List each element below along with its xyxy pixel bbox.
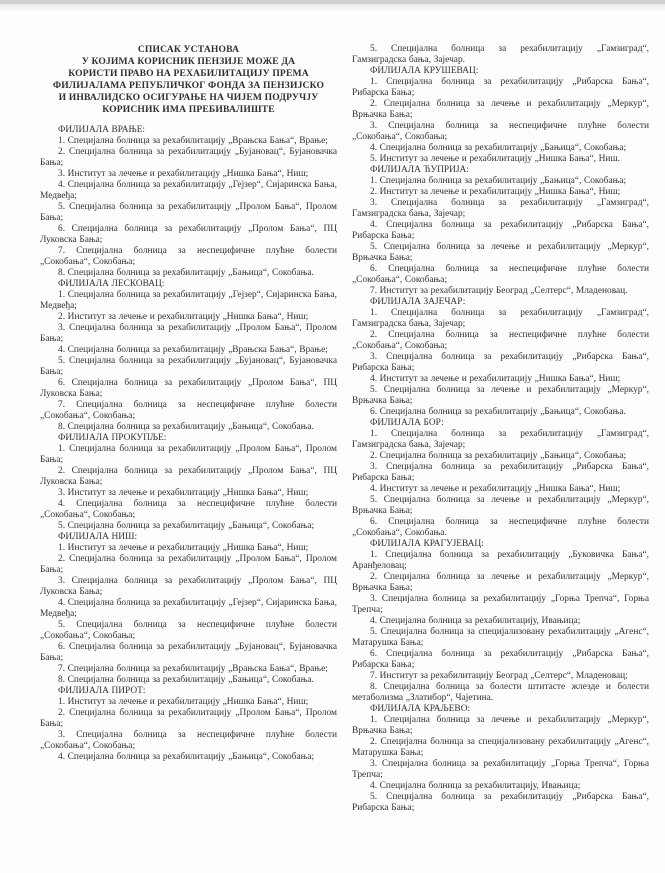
institution-item: 8. Специјална болница за рехабилитацију „Бањица“, Сокобања. bbox=[58, 675, 314, 685]
institution-item: 5. Институт за лечење и рехабилитацију „Нишка Бања“, Ниш. bbox=[370, 154, 621, 164]
filijala-heading: ФИЛИЈАЛА КРУШЕВАЦ: bbox=[370, 66, 479, 76]
institution-item: 6. Специјална болница за рехабилитацију „Рибарска Бања“, Рибарска Бања; bbox=[352, 649, 649, 670]
institution-item: 1. Специјална болница за лечење и рехабилитацију „Меркур“, Врњачка Бања; bbox=[352, 715, 649, 736]
institution-item: 5. Специјална болница за лечење и рехабилитацију „Меркур“, Врњачка Бања; bbox=[352, 385, 649, 406]
institution-item: 4. Специјална болница за рехабилитацију „Бањица“, Сокобања; bbox=[370, 143, 627, 153]
institution-item: 1. Институт за лечење и рехабилитацију „Нишка Бања“, Ниш; bbox=[58, 543, 309, 553]
institution-item: 5. Специјална болница за рехабилитацију „Рибарска Бања“, Рибарска Бања; bbox=[352, 792, 649, 813]
right-column bbox=[352, 44, 649, 814]
document-title bbox=[40, 44, 337, 116]
institution-item: 3. Специјална болница за неспецифичне плућне болести „Сокобања“, Сокобања; bbox=[352, 121, 649, 142]
filijala-heading: ФИЛИЈАЛА ВРАЊЕ: bbox=[58, 125, 146, 135]
institution-item: 5. Специјална болница за рехабилитацију „Гамзиград“, Гамзиградска бања, Зајечар. bbox=[352, 44, 649, 65]
institution-item: 4. Институт за лечење и рехабилитацију „Нишка Бања“, Ниш; bbox=[370, 484, 621, 494]
left-column-sections bbox=[40, 125, 337, 763]
institution-item: 4. Институт за лечење и рехабилитацију „Нишка Бања“, Ниш; bbox=[370, 374, 621, 384]
institution-item: 1. Специјална болница за рехабилитацију „Пролом Бања“, Пролом Бања; bbox=[40, 444, 337, 465]
institution-item: 1. Специјална болница за рехабилитацију „Гамзиград“, Гамзиградска бања, Зајечар; bbox=[352, 429, 649, 450]
filijala-heading: ФИЛИЈАЛА БОР: bbox=[370, 418, 444, 428]
institution-item: 1. Институт за лечење и рехабилитацију „Нишка Бања“, Ниш; bbox=[58, 697, 309, 707]
institution-item: 3. Специјална болница за рехабилитацију „Пролом Бања“, ПЦ Луковска Бања; bbox=[40, 576, 337, 597]
institution-item: 4. Специјална болница за рехабилитацију „Рибарска Бања“, Рибарска Бања; bbox=[352, 220, 649, 241]
institution-item: 6. Специјална болница за рехабилитацију „Пролом Бања“, ПЦ Луковска Бања; bbox=[40, 224, 337, 245]
institution-item: 2. Институт за лечење и рехабилитацију „Нишка Бања“, Ниш; bbox=[58, 312, 309, 322]
institution-item: 4. Специјална болница за рехабилитацију „Гејзер“, Сијаринска Бања, Медвеђа; bbox=[40, 180, 337, 201]
institution-item: 2. Специјална болница за рехабилитацију „Пролом Бања“, Пролом Бања; bbox=[40, 554, 337, 575]
institution-item: 4. Специјална болница за рехабилитацију „Гејзер“, Сијаринска Бања, Медвеђа; bbox=[40, 598, 337, 619]
institution-item: 6. Специјална болница за рехабилитацију „Бујановац“, Бујановачка Бања; bbox=[40, 642, 337, 663]
institution-item: 1. Специјална болница за рехабилитацију „Рибарска Бања“, Рибарска Бања; bbox=[352, 77, 649, 98]
institution-item: 5. Специјална болница за лечење и рехабилитацију „Меркур“, Врњачка Бања; bbox=[352, 242, 649, 263]
institution-item: 6. Специјална болница за рехабилитацију „Бањица“, Сокобања. bbox=[370, 407, 626, 417]
institution-item: 5. Специјална болница за рехабилитацију „Бујановац“, Бујановачка Бања; bbox=[40, 356, 337, 377]
left-column bbox=[40, 44, 337, 814]
institution-item: 5. Специјална болница за неспецифичне плућне болести „Сокобања“, Сокобања; bbox=[40, 620, 337, 641]
document-title-line: ФИЛИЈАЛАМА РЕПУБЛИЧКОГ ФОНДА ЗА ПЕНЗИЈСКО bbox=[52, 80, 325, 91]
institution-item: 2. Институт за лечење и рехабилитацију „Нишка Бања“, Ниш; bbox=[370, 187, 621, 197]
institution-item: 3. Специјална болница за неспецифичне плућне болести „Сокобања“, Сокобања; bbox=[40, 730, 337, 751]
institution-item: 1. Специјална болница за рехабилитацију „Гамзиград“, Гамзиградска бања, Зајечар; bbox=[352, 308, 649, 329]
institution-item: 1. Специјална болница за рехабилитацију „Бањица“, Сокобања; bbox=[370, 176, 627, 186]
institution-item: 5. Специјална болница за рехабилитацију „Пролом Бања“, Пролом Бања; bbox=[40, 202, 337, 223]
institution-item: 2. Специјална болница за рехабилитацију „Бујановац“, Бујановачка Бања; bbox=[40, 147, 337, 168]
institution-item: 3. Специјална болница за рехабилитацију „Гамзиград“, Гамзиградска бања, Зајечар; bbox=[352, 198, 649, 219]
scan-top-edge-fade bbox=[0, 4, 665, 12]
filijala-heading: ФИЛИЈАЛА КРАЉЕВО: bbox=[370, 704, 471, 714]
document-title-line: У КОЈИМА КОРИСНИК ПЕНЗИЈЕ МОЖЕ ДА bbox=[81, 56, 296, 67]
institution-item: 6. Специјална болница за неспецифичне плућне болести „Сокобања“, Сокобања; bbox=[352, 264, 649, 285]
institution-item: 7. Специјална болница за неспецифичне плућне болести „Сокобања“, Сокобања; bbox=[40, 246, 337, 267]
institution-item: 4. Специјална болница за рехабилитацију „Бањица“, Сокобања; bbox=[58, 752, 315, 762]
institution-item: 2. Специјална болница за неспецифичне плућне болести „Сокобања“, Сокобања; bbox=[352, 330, 649, 351]
institution-item: 7. Институт за рехабилитацију Београд „Селтерс“, Младеновац. bbox=[370, 286, 628, 296]
institution-item: 5. Специјална болница за рехабилитацију „Бањица“, Сокобања; bbox=[58, 521, 315, 531]
filijala-heading: ФИЛИЈАЛА ЛЕСКОВАЦ: bbox=[58, 279, 165, 289]
institution-item: 2. Специјална болница за лечење и рехабилитацију „Меркур“, Врњачка Бања; bbox=[352, 572, 649, 593]
filijala-heading: ФИЛИЈАЛА НИШ: bbox=[58, 532, 138, 542]
institution-item: 3. Институт за лечење и рехабилитацију „Нишка Бања“, Ниш; bbox=[58, 169, 309, 179]
institution-item: 8. Специјална болница за рехабилитацију „Бањица“, Сокобања. bbox=[58, 422, 314, 432]
institution-item: 4. Специјална болница за рехабилитацију „Врањска Бања“, Врање; bbox=[58, 345, 328, 355]
institution-item: 7. Специјална болница за неспецифичне плућне болести „Сокобања“, Сокобања; bbox=[40, 400, 337, 421]
filijala-heading: ФИЛИЈАЛА ЗАЈЕЧАР: bbox=[370, 297, 466, 307]
document-title-line: И ИНВАЛИДСКО ОСИГУРАЊЕ НА ЧИЈЕМ ПОДРУЧЈУ bbox=[58, 92, 319, 103]
institution-item: 4. Специјална болница за рехабилитацију, Ивањица; bbox=[370, 781, 581, 791]
institution-item: 3. Специјална болница за рехабилитацију „Горња Трепча“, Горња Трепча; bbox=[352, 759, 649, 780]
institution-item: 2. Специјална болница за рехабилитацију „Бањица“, Сокобања; bbox=[370, 451, 627, 461]
institution-item: 2. Специјална болница за специјализовану рехабилитацију „Агенс“, Матарушка Бања; bbox=[352, 737, 649, 758]
institution-item: 6. Специјална болница за рехабилитацију „Пролом Бања“, ПЦ Луковска Бања; bbox=[40, 378, 337, 399]
document-title-line: КОРИСТИ ПРАВО НА РЕХАБИЛИТАЦИЈУ ПРЕМА bbox=[68, 68, 309, 79]
institution-item: 3. Специјална болница за рехабилитацију „Рибарска Бања“, Рибарска Бања; bbox=[352, 462, 649, 483]
document-content bbox=[40, 44, 649, 814]
filijala-heading: ФИЛИЈАЛА КРАГУЈЕВАЦ: bbox=[370, 539, 484, 549]
right-column-sections bbox=[352, 44, 649, 814]
institution-item: 8. Специјална болница за рехабилитацију „Бањица“, Сокобања. bbox=[58, 268, 314, 278]
document-title-line: СПИСАК УСТАНОВА bbox=[137, 44, 240, 55]
institution-item: 4. Специјална болница за неспецифичне плућне болести „Сокобања“, Сокобања; bbox=[40, 499, 337, 520]
filijala-heading: ФИЛИЈАЛА ПИРОТ: bbox=[58, 686, 146, 696]
institution-item: 6. Специјална болница за неспецифичне плућне болести „Сокобања“, Сокобања. bbox=[352, 517, 649, 538]
institution-item: 2. Специјална болница за рехабилитацију „Пролом Бања“, ПЦ Луковска Бања; bbox=[40, 466, 337, 487]
document-title-line: КОРИСНИК ИМА ПРЕБИВАЛИШТЕ bbox=[102, 104, 275, 115]
filijala-heading: ФИЛИЈАЛА ПРОКУПЉЕ: bbox=[58, 433, 167, 443]
institution-item: 5. Специјална болница за лечење и рехабилитацију „Меркур“, Врњачка Бања; bbox=[352, 495, 649, 516]
filijala-heading: ФИЛИЈАЛА ЋУПРИЈА: bbox=[370, 165, 469, 175]
institution-item: 3. Специјална болница за рехабилитацију „Пролом Бања“, Пролом Бања; bbox=[40, 323, 337, 344]
institution-item: 3. Специјална болница за рехабилитацију „Рибарска Бања“, Рибарска Бања; bbox=[352, 352, 649, 373]
institution-item: 3. Институт за лечење и рехабилитацију „Нишка Бања“, Ниш; bbox=[58, 488, 309, 498]
institution-item: 7. Институт за рехабилитацију Београд „Селтерс“, Младеновац; bbox=[370, 671, 628, 681]
institution-item: 1. Специјална болница за рехабилитацију „Буковичка Бања“, Аранђеловац; bbox=[352, 550, 649, 571]
institution-item: 1. Специјална болница за рехабилитацију „Врањска Бања“, Врање; bbox=[58, 136, 328, 146]
institution-item: 1. Специјална болница за рехабилитацију „Гејзер“, Сијаринска Бања, Медвеђа; bbox=[40, 290, 337, 311]
institution-item: 5. Специјална болница за специјализовану рехабилитацију „Агенс“, Матарушка Бања; bbox=[352, 627, 649, 648]
institution-item: 3. Специјална болница за рехабилитацију „Горња Трепча“, Горња Трепча; bbox=[352, 594, 649, 615]
institution-item: 8. Специјална болница за болести штитасте жлезде и болести метаболизма „Златибор“, Чајетина. bbox=[352, 682, 649, 703]
institution-item: 2. Специјална болница за рехабилитацију „Пролом Бања“, Пролом Бања; bbox=[40, 708, 337, 729]
institution-item: 7. Специјална болница за рехабилитацију „Врањска Бања“, Врање; bbox=[58, 664, 328, 674]
institution-item: 4. Специјална болница за рехабилитацију, Ивањица; bbox=[370, 616, 581, 626]
institution-item: 2. Специјална болница за лечење и рехабилитацију „Меркур“, Врњачка Бања; bbox=[352, 99, 649, 120]
